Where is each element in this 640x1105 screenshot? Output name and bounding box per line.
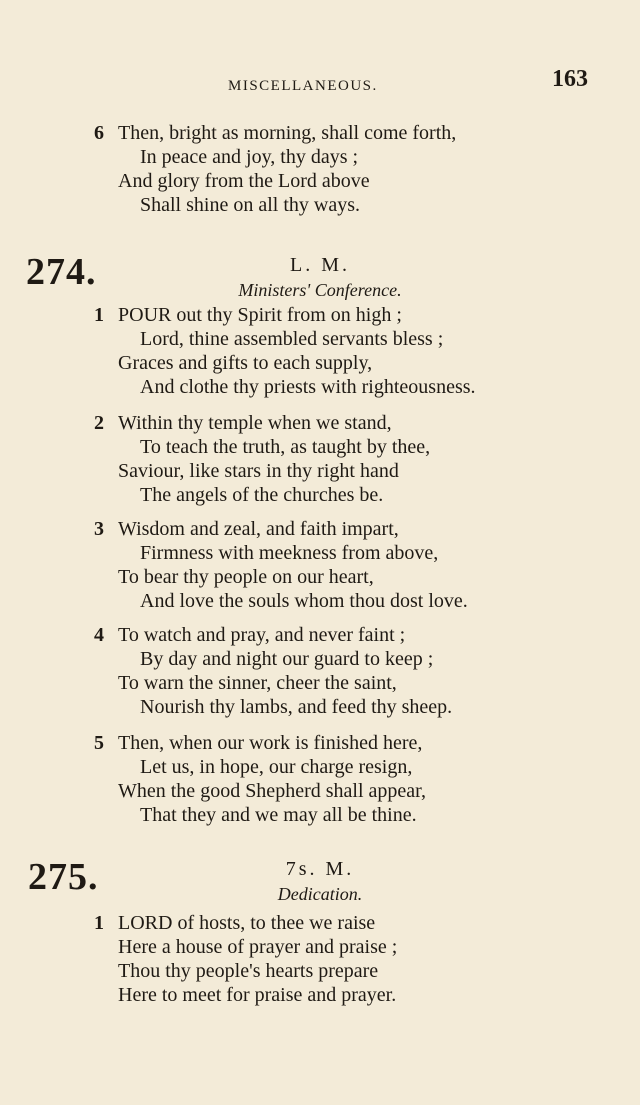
- page-number: 163: [552, 66, 588, 92]
- stanza-line: Then, bright as morning, shall come forth,: [118, 122, 457, 144]
- stanza-number: 1: [94, 304, 104, 326]
- stanza-line: Wisdom and zeal, and faith impart,: [118, 518, 399, 540]
- hymn-meter: 7s. M.: [285, 858, 355, 880]
- stanza-line: Let us, in hope, our charge resign,: [140, 756, 413, 778]
- stanza-line: LORD of hosts, to thee we raise: [118, 912, 376, 934]
- stanza-line: That they and we may all be thine.: [140, 804, 417, 826]
- stanza-line: To bear thy people on our heart,: [118, 566, 374, 588]
- stanza-line: And glory from the Lord above: [118, 170, 370, 192]
- stanza-line: Within thy temple when we stand,: [118, 412, 392, 434]
- hymn-meter: L. M.: [290, 254, 350, 276]
- stanza-line: To warn the sinner, cheer the saint,: [118, 672, 397, 694]
- hymn-title: Ministers' Conference.: [238, 280, 402, 300]
- stanza-line: Shall shine on all thy ways.: [140, 194, 360, 216]
- stanza-number: 4: [94, 624, 104, 646]
- stanza-line: And clothe thy priests with righteousness.: [140, 376, 476, 398]
- hymn-number: 274.: [26, 251, 97, 293]
- stanza-line: And love the souls whom thou dost love.: [140, 590, 468, 612]
- stanza-line: When the good Shepherd shall appear,: [118, 780, 426, 802]
- hymn-number: 275.: [28, 856, 99, 898]
- stanza-line: To watch and pray, and never faint ;: [118, 624, 406, 646]
- stanza-line: By day and night our guard to keep ;: [140, 648, 434, 670]
- stanza-line: In peace and joy, thy days ;: [140, 146, 359, 168]
- stanza-line: POUR out thy Spirit from on high ;: [118, 304, 402, 326]
- stanza-number: 5: [94, 732, 104, 754]
- stanza-line: The angels of the churches be.: [140, 484, 384, 506]
- stanza-line: To teach the truth, as taught by thee,: [140, 436, 431, 458]
- stanza-number: 6: [94, 122, 104, 144]
- stanza-number: 3: [94, 518, 104, 540]
- stanza-line: Nourish thy lambs, and feed thy sheep.: [140, 696, 453, 718]
- stanza-number: 2: [94, 412, 104, 434]
- stanza-line: Lord, thine assembled servants bless ;: [140, 328, 444, 350]
- hymn-title: Dedication.: [277, 884, 363, 904]
- stanza-line: Firmness with meekness from above,: [140, 542, 439, 564]
- stanza-line: Saviour, like stars in thy right hand: [118, 460, 399, 482]
- stanza-number: 1: [94, 912, 104, 934]
- stanza-line: Then, when our work is finished here,: [118, 732, 423, 754]
- stanza-line: Thou thy people's hearts prepare: [118, 960, 379, 982]
- stanza-line: Here to meet for praise and prayer.: [118, 984, 397, 1006]
- stanza-line: Here a house of prayer and praise ;: [118, 936, 398, 958]
- stanza-line: Graces and gifts to each supply,: [118, 352, 373, 374]
- running-head: MISCELLANEOUS.: [228, 78, 378, 94]
